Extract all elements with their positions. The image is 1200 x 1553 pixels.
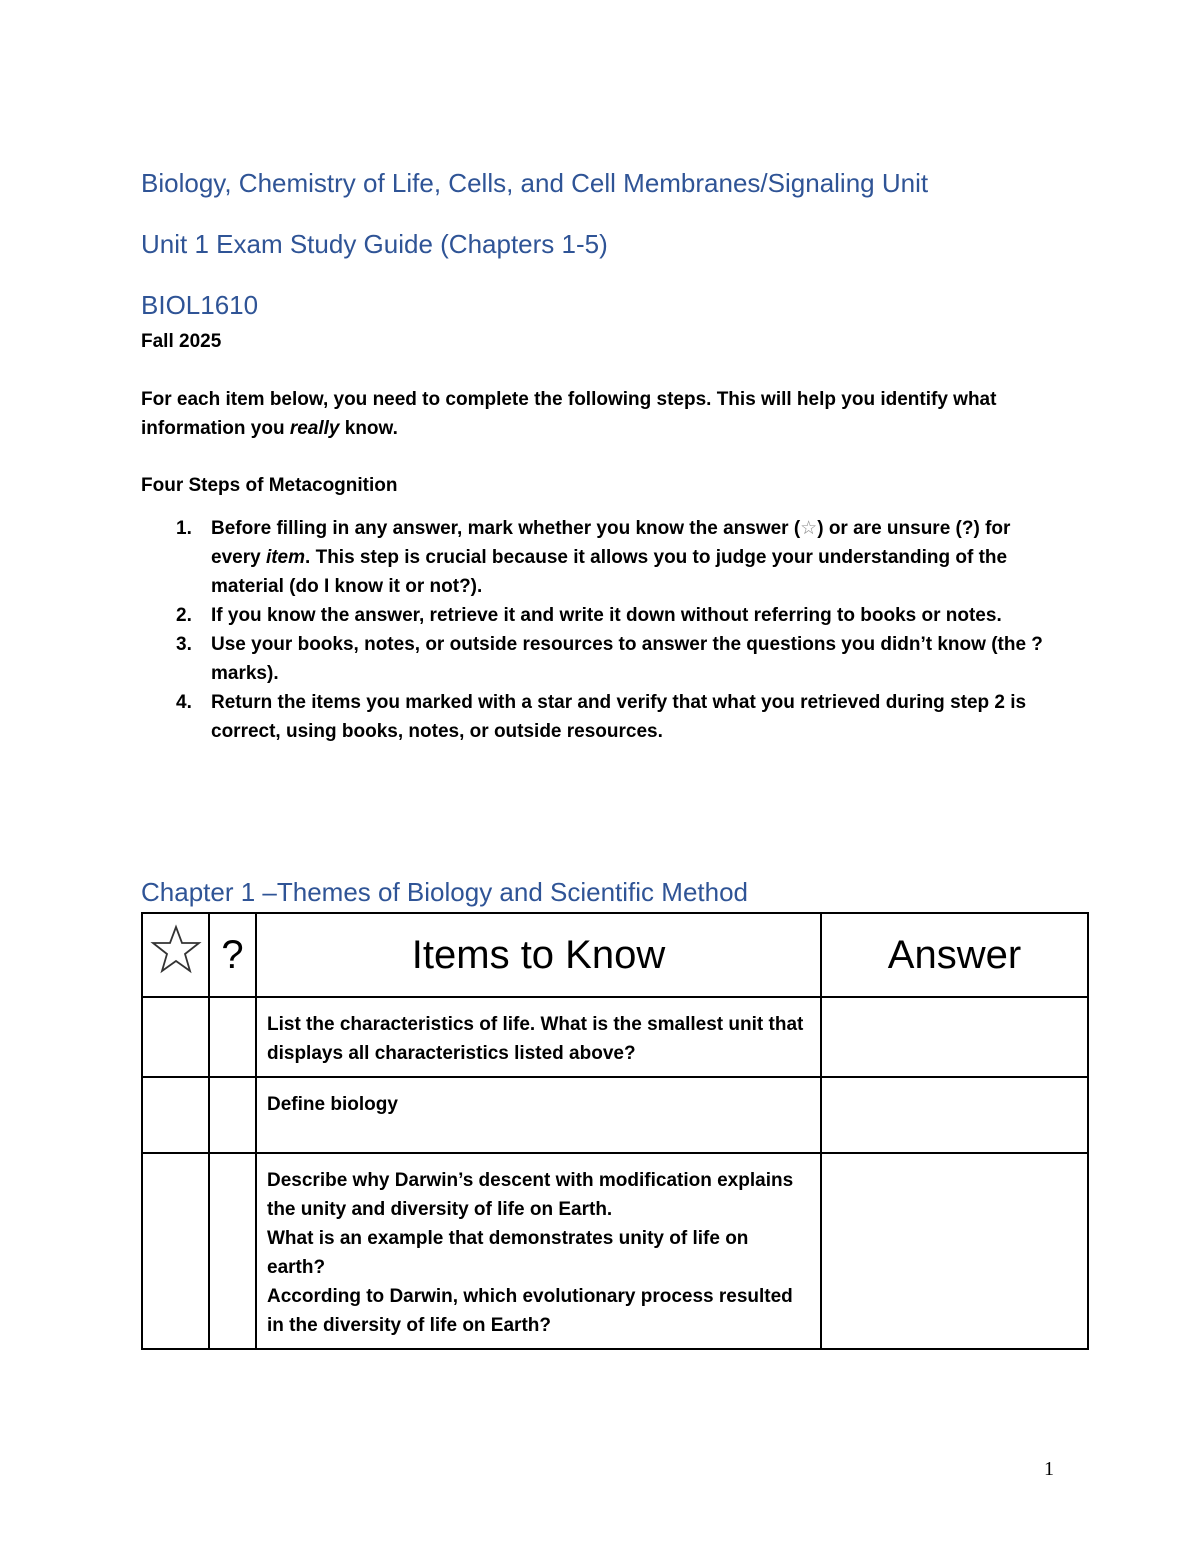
step-bold: retrieve (429, 605, 499, 626)
table-row (142, 997, 1088, 1077)
intro-paragraph (141, 385, 1071, 443)
step-italic: item (265, 547, 306, 568)
document-subtitle: Unit 1 Exam Study Guide (Chapters 1-5) (141, 229, 608, 259)
step-item (176, 688, 1056, 746)
unsure-checkbox-cell[interactable] (209, 1077, 256, 1153)
intro-emphasis: really (289, 418, 340, 439)
intro-text-2: know. (339, 418, 398, 439)
item-line: According to Darwin, which evolutionary process resulted in the diversity of life on Earth? (267, 1286, 793, 1336)
star-checkbox-cell[interactable] (142, 1153, 209, 1349)
star-checkbox-cell[interactable] (142, 997, 209, 1077)
star-checkbox-cell[interactable] (142, 1077, 209, 1153)
chapter-title: Chapter 1 –Themes of Biology and Scientific Method (141, 877, 749, 907)
step-bold: without (680, 605, 749, 626)
steps-title: Four Steps of Metacognition (141, 475, 398, 496)
step-bold: any (354, 518, 388, 539)
step-text: and verify that what you retrieved during (572, 692, 951, 713)
header-answer: Answer (821, 913, 1088, 997)
step-number: 4. (176, 692, 192, 713)
item-text-bold: biology (330, 1094, 398, 1115)
item-line: What is an example that demonstrates unity of life on earth? (267, 1228, 749, 1278)
item-line: Describe why Darwin’s descent with modification explains the unity and diversity of life on Earth. (267, 1170, 794, 1220)
answer-cell[interactable] (821, 997, 1088, 1077)
item-text: List the characteristics of life. What is the smallest unit that displays all characteristics listed above? (267, 1014, 804, 1064)
study-table (141, 912, 1089, 1350)
unsure-checkbox-cell[interactable] (209, 997, 256, 1077)
step-number: 2. (176, 605, 192, 626)
step-bold: star (537, 692, 573, 713)
item-text-prefix: Define (267, 1094, 331, 1115)
step-item (176, 630, 1056, 688)
step-text: . This step is crucial because it allows you to judge your understanding of the material (do I know it or not?). (211, 547, 1008, 597)
table-header-row (142, 913, 1088, 997)
header-unsure: ? (209, 913, 256, 997)
step-number: 3. (176, 634, 192, 655)
table-row (142, 1077, 1088, 1153)
header-star (142, 913, 209, 997)
step-text: Use your books, notes, or outside resources to answer the questions you didn’t know (the ? marks). (211, 634, 1043, 684)
document-title: Biology, Chemistry of Life, Cells, and Cell Membranes/Signaling Unit (141, 168, 929, 198)
header-items: Items to Know (256, 913, 821, 997)
item-cell (256, 1077, 821, 1153)
item-cell (256, 1153, 821, 1349)
step-text: referring to books or notes. (748, 605, 1002, 626)
page-number: 1 (1044, 1458, 1054, 1480)
step-text: Before filling in (211, 518, 355, 539)
step-text: If you know the answer, (211, 605, 430, 626)
intro-text-1: For each item below, you need to complete the following steps. This will help you identify what information you (141, 389, 997, 439)
table-row (142, 1153, 1088, 1349)
step-number: 1. (176, 518, 192, 539)
step-text: ) or are unsure (?) for (817, 518, 1011, 539)
term: Fall 2025 (141, 331, 222, 352)
step-text: is correct, using books, notes, or outside resources. (211, 692, 1027, 742)
step-bold: step 2 (950, 692, 1005, 713)
step-item (176, 601, 1056, 630)
item-text (257, 1078, 820, 1127)
star-icon (150, 924, 202, 976)
metacognition-steps (176, 514, 1056, 746)
star-icon: ☆ (800, 518, 818, 539)
item-text (257, 1154, 820, 1348)
answer-cell[interactable] (821, 1153, 1088, 1349)
step-text: Return the items you marked with a (211, 692, 538, 713)
step-text: it and write it down (498, 605, 681, 626)
course-code: BIOL1610 (141, 290, 259, 320)
item-cell (256, 997, 821, 1077)
step-bold: every (211, 547, 261, 568)
answer-cell[interactable] (821, 1077, 1088, 1153)
step-text: answer, mark whether you know the answer ( (387, 518, 801, 539)
unsure-checkbox-cell[interactable] (209, 1153, 256, 1349)
step-item (176, 514, 1056, 601)
